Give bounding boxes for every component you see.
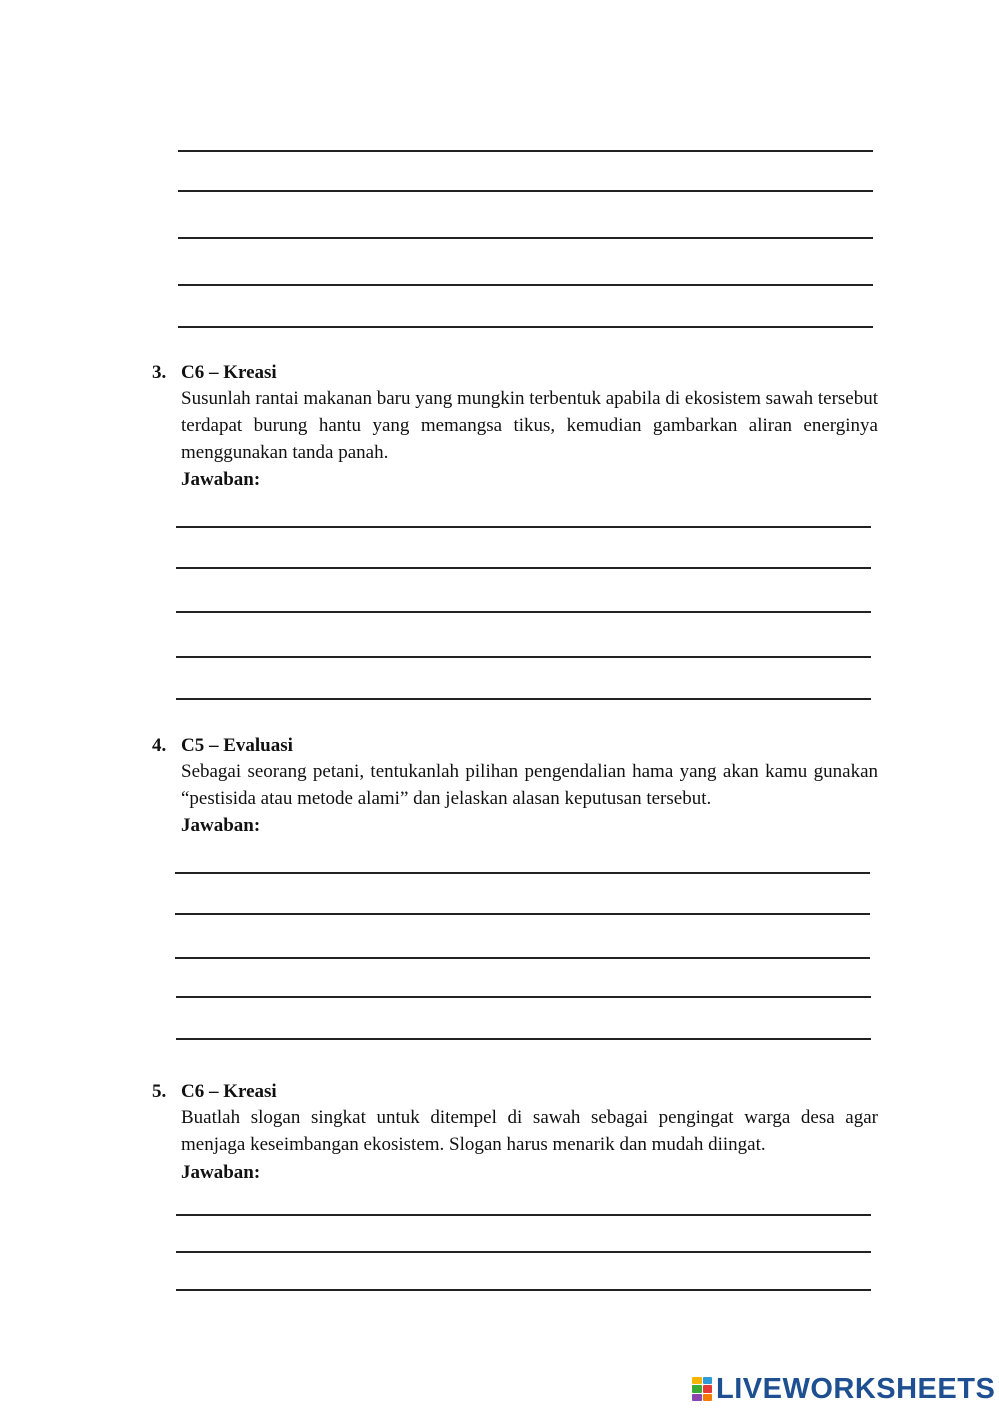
- question-title: C6 – Kreasi: [181, 362, 277, 383]
- question-number: 4.: [152, 735, 167, 756]
- answer-line[interactable]: [175, 957, 870, 959]
- answer-line[interactable]: [176, 567, 871, 569]
- question-title: C6 – Kreasi: [181, 1081, 277, 1102]
- answer-label: Jawaban:: [181, 1162, 261, 1183]
- answer-line[interactable]: [176, 656, 871, 658]
- question-text: Sebagai seorang petani, tentukanlah pilihan pengendalian hama yang akan kamu gunakan “pestisida atau metode alami” dan jelaskan alasan keputusan tersebut.: [181, 761, 878, 809]
- question-text: Buatlah slogan singkat untuk ditempel di sawah sebagai pengingat warga desa agar menjaga keseimbangan ekosistem. Slogan harus menarik dan mudah diingat.: [181, 1107, 878, 1155]
- answer-line[interactable]: [175, 913, 870, 915]
- answer-line[interactable]: [176, 996, 871, 998]
- liveworksheets-logo-icon: [692, 1377, 712, 1401]
- question-text: Susunlah rantai makanan baru yang mungkin terbentuk apabila di ekosistem sawah tersebut terdapat burung hantu yang memangsa tikus, kemudian gambarkan aliran energinya menggunakan tanda panah.: [181, 388, 879, 463]
- question-title: C5 – Evaluasi: [181, 735, 293, 756]
- answer-line[interactable]: [178, 237, 873, 239]
- answer-label: Jawaban:: [181, 469, 261, 490]
- answer-line[interactable]: [178, 150, 873, 152]
- answer-line[interactable]: [178, 326, 873, 328]
- question-number: 3.: [152, 362, 167, 383]
- answer-line[interactable]: [178, 284, 873, 286]
- answer-line[interactable]: [176, 611, 871, 613]
- answer-line[interactable]: [175, 872, 870, 874]
- answer-line[interactable]: [176, 1038, 871, 1040]
- logo-text: LIVEWORKSHEETS: [716, 1372, 996, 1405]
- answer-line[interactable]: [176, 1214, 871, 1216]
- answer-label: Jawaban:: [181, 815, 261, 836]
- answer-line[interactable]: [176, 1251, 871, 1253]
- answer-line[interactable]: [176, 1289, 871, 1291]
- liveworksheets-logo: [692, 1373, 995, 1405]
- question-number: 5.: [152, 1081, 167, 1102]
- answer-line[interactable]: [176, 698, 871, 700]
- answer-line[interactable]: [176, 526, 871, 528]
- answer-line[interactable]: [178, 190, 873, 192]
